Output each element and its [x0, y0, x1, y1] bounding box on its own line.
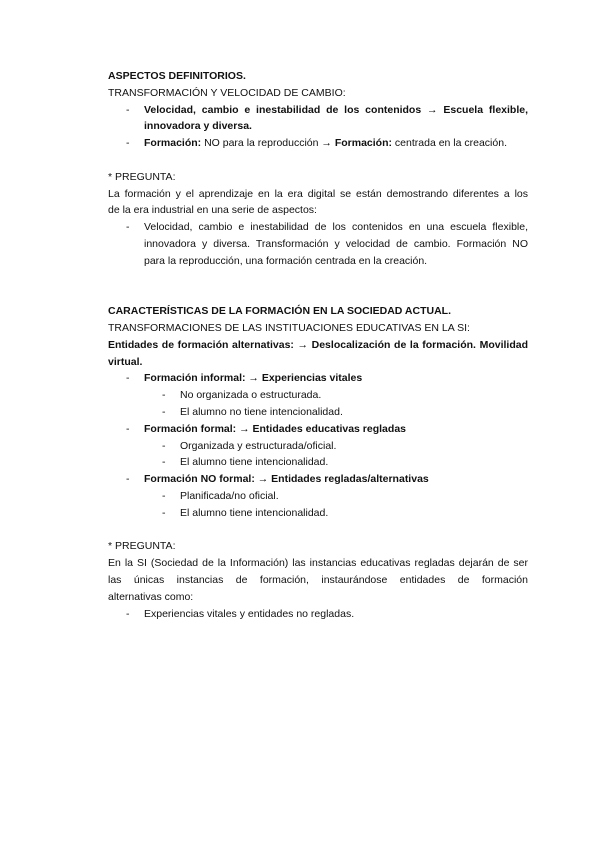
sub-list-item: [108, 505, 528, 522]
lead-line: virtual.: [108, 355, 143, 368]
question-paragraph-line: alternativas como:: [108, 590, 194, 603]
answer-line: innovadora y diversa. Transformación y velocidad de cambio. Formación NO: [144, 237, 528, 250]
list-item: [108, 219, 528, 269]
sub-list-item: [108, 454, 528, 471]
question-label: * PREGUNTA:: [108, 540, 176, 553]
question-paragraph-line: de la era industrial en una serie de aspectos:: [108, 204, 317, 217]
bullet-dash: -: [126, 137, 130, 150]
question-label: * PREGUNTA:: [108, 170, 176, 183]
list-item: [108, 370, 528, 387]
bullet-dash: -: [126, 607, 130, 620]
sub-list-item: [108, 404, 528, 421]
bold-term: Formación:: [144, 137, 202, 150]
sub-item-text: Organizada y estructurada/oficial.: [180, 439, 337, 452]
list-item: [108, 606, 528, 623]
section2-subheading: TRANSFORMACIONES DE LAS INSTITUACIONES EDUCATIVAS EN LA SI:: [108, 321, 470, 334]
question-paragraph-line: La formación y el aprendizaje en la era digital se están demostrando diferentes a los: [108, 187, 528, 200]
list-item-text: centrada en la creación.: [392, 137, 507, 150]
bullet-dash: -: [126, 372, 130, 385]
group-title: Formación informal: → Experiencias vitales: [144, 372, 363, 385]
sub-item-text: El alumno tiene intencionalidad.: [180, 506, 329, 519]
answer-line: Velocidad, cambio e inestabilidad de los contenidos en una escuela flexible,: [144, 221, 528, 234]
section1-heading: ASPECTOS DEFINITORIOS.: [108, 70, 246, 82]
group-title: Formación NO formal: → Entidades regladas/alternativas: [144, 473, 429, 486]
list-item: [108, 135, 528, 152]
group-title: Formación formal: → Entidades educativas regladas: [144, 422, 406, 435]
list-item: [108, 471, 528, 488]
section1-subheading: TRANSFORMACIÓN Y VELOCIDAD DE CAMBIO:: [108, 86, 346, 99]
bullet-dash: -: [162, 439, 166, 452]
sub-list-item: [108, 438, 528, 455]
list-item-line: Velocidad, cambio e inestabilidad de los contenidos → Escuela flexible,: [144, 103, 528, 116]
bullet-dash: -: [162, 389, 166, 402]
answer-line: Experiencias vitales y entidades no regladas.: [144, 607, 355, 620]
sub-item-text: El alumno tiene intencionalidad.: [180, 456, 329, 469]
bullet-dash: -: [162, 489, 166, 502]
answer-line: para la reproducción, una formación centrada en la creación.: [144, 254, 428, 267]
question-paragraph-line: En la SI (Sociedad de la Información) las instancias educativas regladas dejarán de ser: [108, 557, 528, 570]
list-item-line: [144, 135, 528, 152]
question-paragraph-line: las únicas instancias de formación, instaurándose entidades de formación: [108, 573, 528, 586]
list-item: [108, 421, 528, 438]
bullet-dash: -: [162, 456, 166, 469]
sub-item-text: Planificada/no oficial.: [180, 489, 279, 502]
bold-term: Formación:: [334, 137, 392, 150]
bullet-dash: -: [126, 103, 130, 116]
bullet-dash: -: [126, 221, 130, 234]
sub-list-item: [108, 387, 528, 404]
bullet-dash: -: [126, 422, 130, 435]
sub-item-text: No organizada o estructurada.: [180, 389, 322, 402]
list-item-line: innovadora y diversa.: [144, 120, 252, 133]
section2-heading: CARACTERÍSTICAS DE LA FORMACIÓN EN LA SOCIEDAD ACTUAL.: [108, 305, 451, 318]
sub-list-item: [108, 488, 528, 505]
bullet-dash: -: [162, 405, 166, 418]
list-item: [108, 102, 528, 136]
bullet-dash: -: [126, 473, 130, 486]
sub-item-text: El alumno no tiene intencionalidad.: [180, 405, 343, 418]
lead-line: Entidades de formación alternativas: → Deslocalización de la formación. Movilidad: [108, 338, 528, 351]
list-item-text: NO para la reproducción →: [201, 137, 335, 150]
bullet-dash: -: [162, 506, 166, 519]
document-page: [108, 68, 528, 622]
